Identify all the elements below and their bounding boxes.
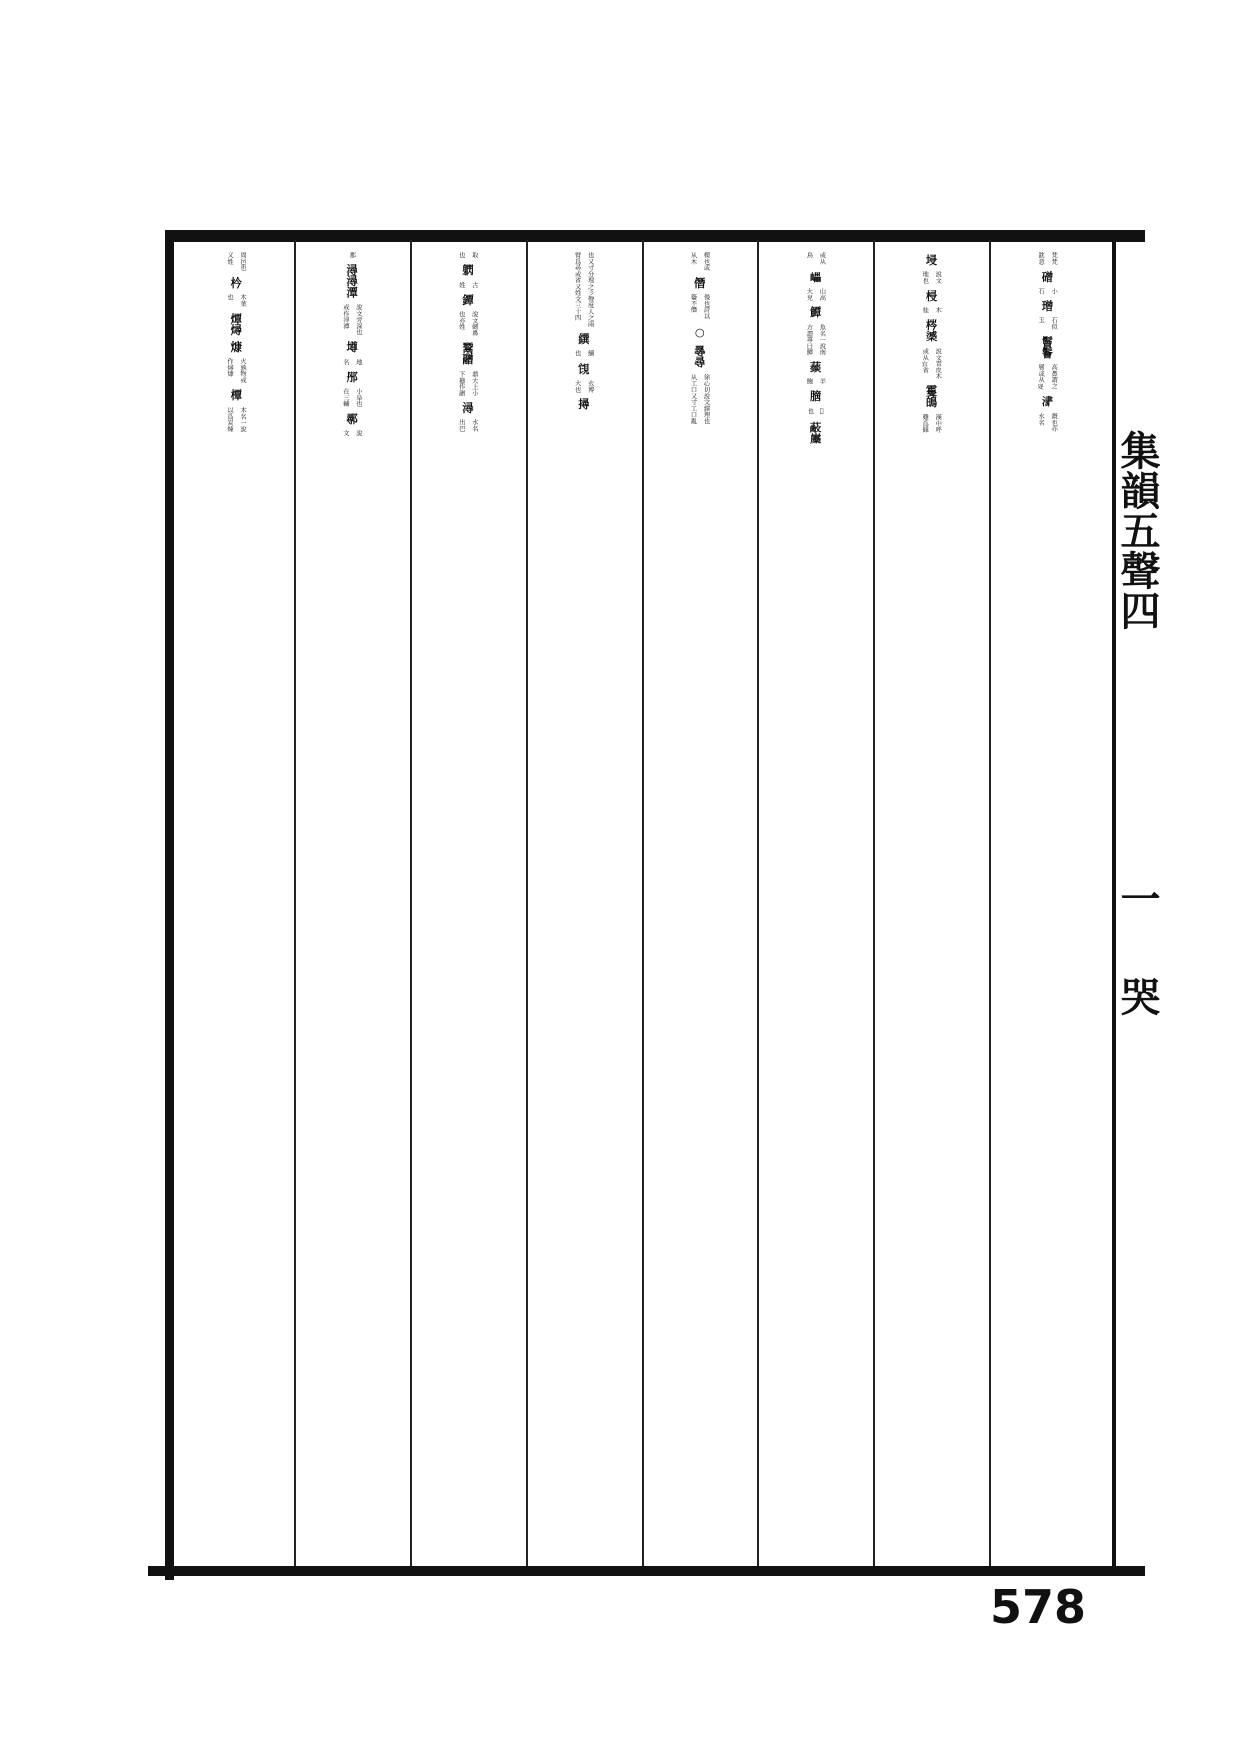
annotation-line: 又姓 [225,252,233,265]
annotation [875,414,987,433]
annotation [528,380,640,393]
headword: 鱏 [808,306,823,318]
headword: 潯潯潭 [345,264,360,298]
annotation [296,359,408,365]
headword: 燂燖 [229,312,244,335]
annotation-line: 地也 [921,271,929,284]
headword: 鬙鬠 [1040,335,1055,359]
annotation [991,288,1103,294]
headword: 梫 [924,289,939,301]
annotation-line: 楔也或 [702,252,710,271]
annotation-line: 也亦姓 [457,311,465,330]
annotation-line: 小阜也 [354,388,362,407]
annotation-line: 方謂蕁曰鱏 [805,323,813,355]
annotation [991,317,1103,330]
annotation-line: 或从 [818,252,826,265]
annotation-line: 出巴 [457,418,465,432]
annotation-line: 羊 [818,378,826,385]
text-column [412,248,524,1564]
annotation-line: 鬙或从𡕩 [1037,364,1045,390]
annotation [296,430,408,436]
annotation-line: 周邑也 [238,252,246,271]
annotation-line: 郡 [348,252,356,259]
annotation [759,378,871,384]
annotation [180,252,292,271]
headword: 墫 [345,341,360,353]
annotation [875,348,987,379]
annotation-line: 衣博 [586,379,594,393]
headword: 梣𣚘 [924,319,939,342]
headword: 鄩 [345,412,360,424]
headword: 埐 [924,254,939,266]
annotation [412,371,524,396]
annotation-line: 作燖𤎖 [225,358,233,377]
column-rule [410,240,412,1566]
annotation-line: 或作潯潭 [341,304,349,329]
headword: 膪 [808,390,823,402]
annotation [644,252,756,271]
annotation-line: 玉 [1037,317,1045,324]
annotation-line: 溉也亦 [1050,412,1058,432]
annotation-line: 石 [1037,287,1045,294]
column-rule [757,240,759,1566]
annotation-line: 也 [225,294,233,301]
annotation [875,271,987,284]
annotation-line: 桂 [921,307,929,314]
annotation-line: 小 [1050,287,1058,294]
annotation-line: 梵梵 [1050,252,1058,265]
headword: 鬵䰝 [460,342,475,365]
annotation-line: 木名一說 [238,406,246,432]
margin-mark-1: 一 [1114,877,1161,918]
annotation-line: 漢中呼 [934,413,942,433]
annotation [296,388,408,407]
annotation-line: 火孰物或 [238,358,246,384]
annotation-line: 取 [470,252,478,259]
headword: 䢷 [345,370,360,382]
text-column [296,248,408,1564]
annotation-line: 說文青皮木 [934,347,942,379]
column-rule [642,240,644,1566]
annotation-line: 石似 [1050,317,1058,330]
annotation-line: 𦟀 [818,407,826,415]
text-column [875,248,987,1564]
annotation-line: 魚名一說南 [818,323,826,355]
annotation-line: 或从𡨋省 [921,347,929,373]
annotation-line: 水名 [470,418,478,432]
annotation [296,304,408,335]
margin-title-text: 集韻五聲四 [1114,430,1161,630]
headword: 䨥䳆 [924,385,939,408]
text-column [991,248,1103,1564]
annotation-line: 雞爲雔 [921,413,929,433]
annotation-line: 文 [341,430,349,437]
annotation-line: 姓 [457,281,465,288]
annotation-line: 地 [354,358,362,365]
annotation [991,364,1103,389]
text-column [759,248,871,1564]
annotation-line: 鮑 [805,378,813,385]
headword: 𦽗𡿛 [808,420,823,443]
annotation [875,307,987,313]
headword: ○ [692,325,707,339]
headword: 䕭 [808,360,823,372]
annotation-line: 以爲炭煉 [225,406,233,432]
frame-top-rule [165,230,1145,242]
annotation [644,294,756,319]
annotation-line: 說 [354,430,362,437]
annotation [528,350,640,356]
annotation-line: 說文旁深也 [354,304,362,336]
text-column [528,248,640,1564]
text-column [644,248,756,1564]
annotation-line: 名 [341,358,349,365]
headword: 繏 [576,333,591,345]
annotation-line: 籥不僭 [689,294,697,313]
annotation-line: 木葉 [238,294,246,307]
headword: 枔 [229,276,244,288]
annotation-line: 大也 [573,379,581,393]
annotation-line: 臂爲尋或省又姓文三十四 [573,252,581,321]
annotation-line: 大皃 [805,287,813,301]
headword: 磳 [1040,270,1055,282]
headword: 𣸁 [1040,395,1055,407]
annotation [991,413,1103,432]
column-rule [526,240,528,1566]
annotation [412,419,524,432]
annotation-line: 鼎大上小 [470,370,478,396]
annotation-line: 水名 [1037,412,1045,425]
annotation-line: 在三輔 [341,388,349,407]
annotation [180,294,292,307]
annotation-line: 从木 [689,252,697,265]
annotation-line: 也又寸分理之彡聲度人之兩 [586,252,594,327]
annotation [759,408,871,415]
headword: 䠾 [460,264,475,276]
annotation [759,252,871,265]
annotation-line: 从工口又寸工口亂 [689,373,697,424]
headword: 𡾊 [808,270,823,282]
headword: 撏 [576,398,591,410]
headword: 鐔 [460,293,475,305]
annotation [180,407,292,432]
annotation-line: 鈂意 [1037,252,1045,265]
headword: 㝷尋 [692,345,707,368]
annotation-line: 說文劒鼻 [470,311,478,336]
margin-mark-2: 哭 [1114,975,1161,1016]
annotation-line: 也 [573,350,581,357]
margin-title [1114,430,1166,1550]
annotation-line: 下籀作䰝 [457,370,465,396]
column-rule [989,240,991,1566]
annotation [296,252,408,258]
headword: 橝 [229,389,244,401]
column-rule [294,240,296,1566]
annotation [412,282,524,288]
annotation [644,374,756,424]
annotation-line: 高鼻謂之 [1050,364,1058,390]
annotation-line: 木 [934,307,942,314]
frame-left-rule [165,230,174,1580]
headword: 潯 [460,401,475,413]
annotation-line: 續 [586,350,594,357]
annotation [528,252,640,327]
annotation-line: 鳥 [805,252,813,259]
annotation [412,252,524,258]
page-number: 578 [990,1580,1087,1634]
text-column [180,248,292,1564]
annotation [180,358,292,383]
annotation-line: 山高 [818,287,826,301]
annotation-line: 也 [806,407,814,414]
annotation [759,288,871,301]
headword: 𤎖 [229,341,244,353]
annotation-line: 說文 [934,271,942,284]
headword: 僭 [692,276,707,288]
annotation-line: 徐心切說文繹理也 [702,373,710,424]
column-rule [873,240,875,1566]
annotation [412,311,524,336]
frame-bottom-rule [148,1566,1145,1576]
annotation-line: 僈也詩以 [702,294,710,319]
headword: 璔 [1040,300,1055,312]
annotation [991,252,1103,265]
annotation-line: 古 [470,281,478,288]
annotation-line: 也 [457,252,465,259]
annotation [759,324,871,355]
headword: 䙾 [576,362,591,374]
